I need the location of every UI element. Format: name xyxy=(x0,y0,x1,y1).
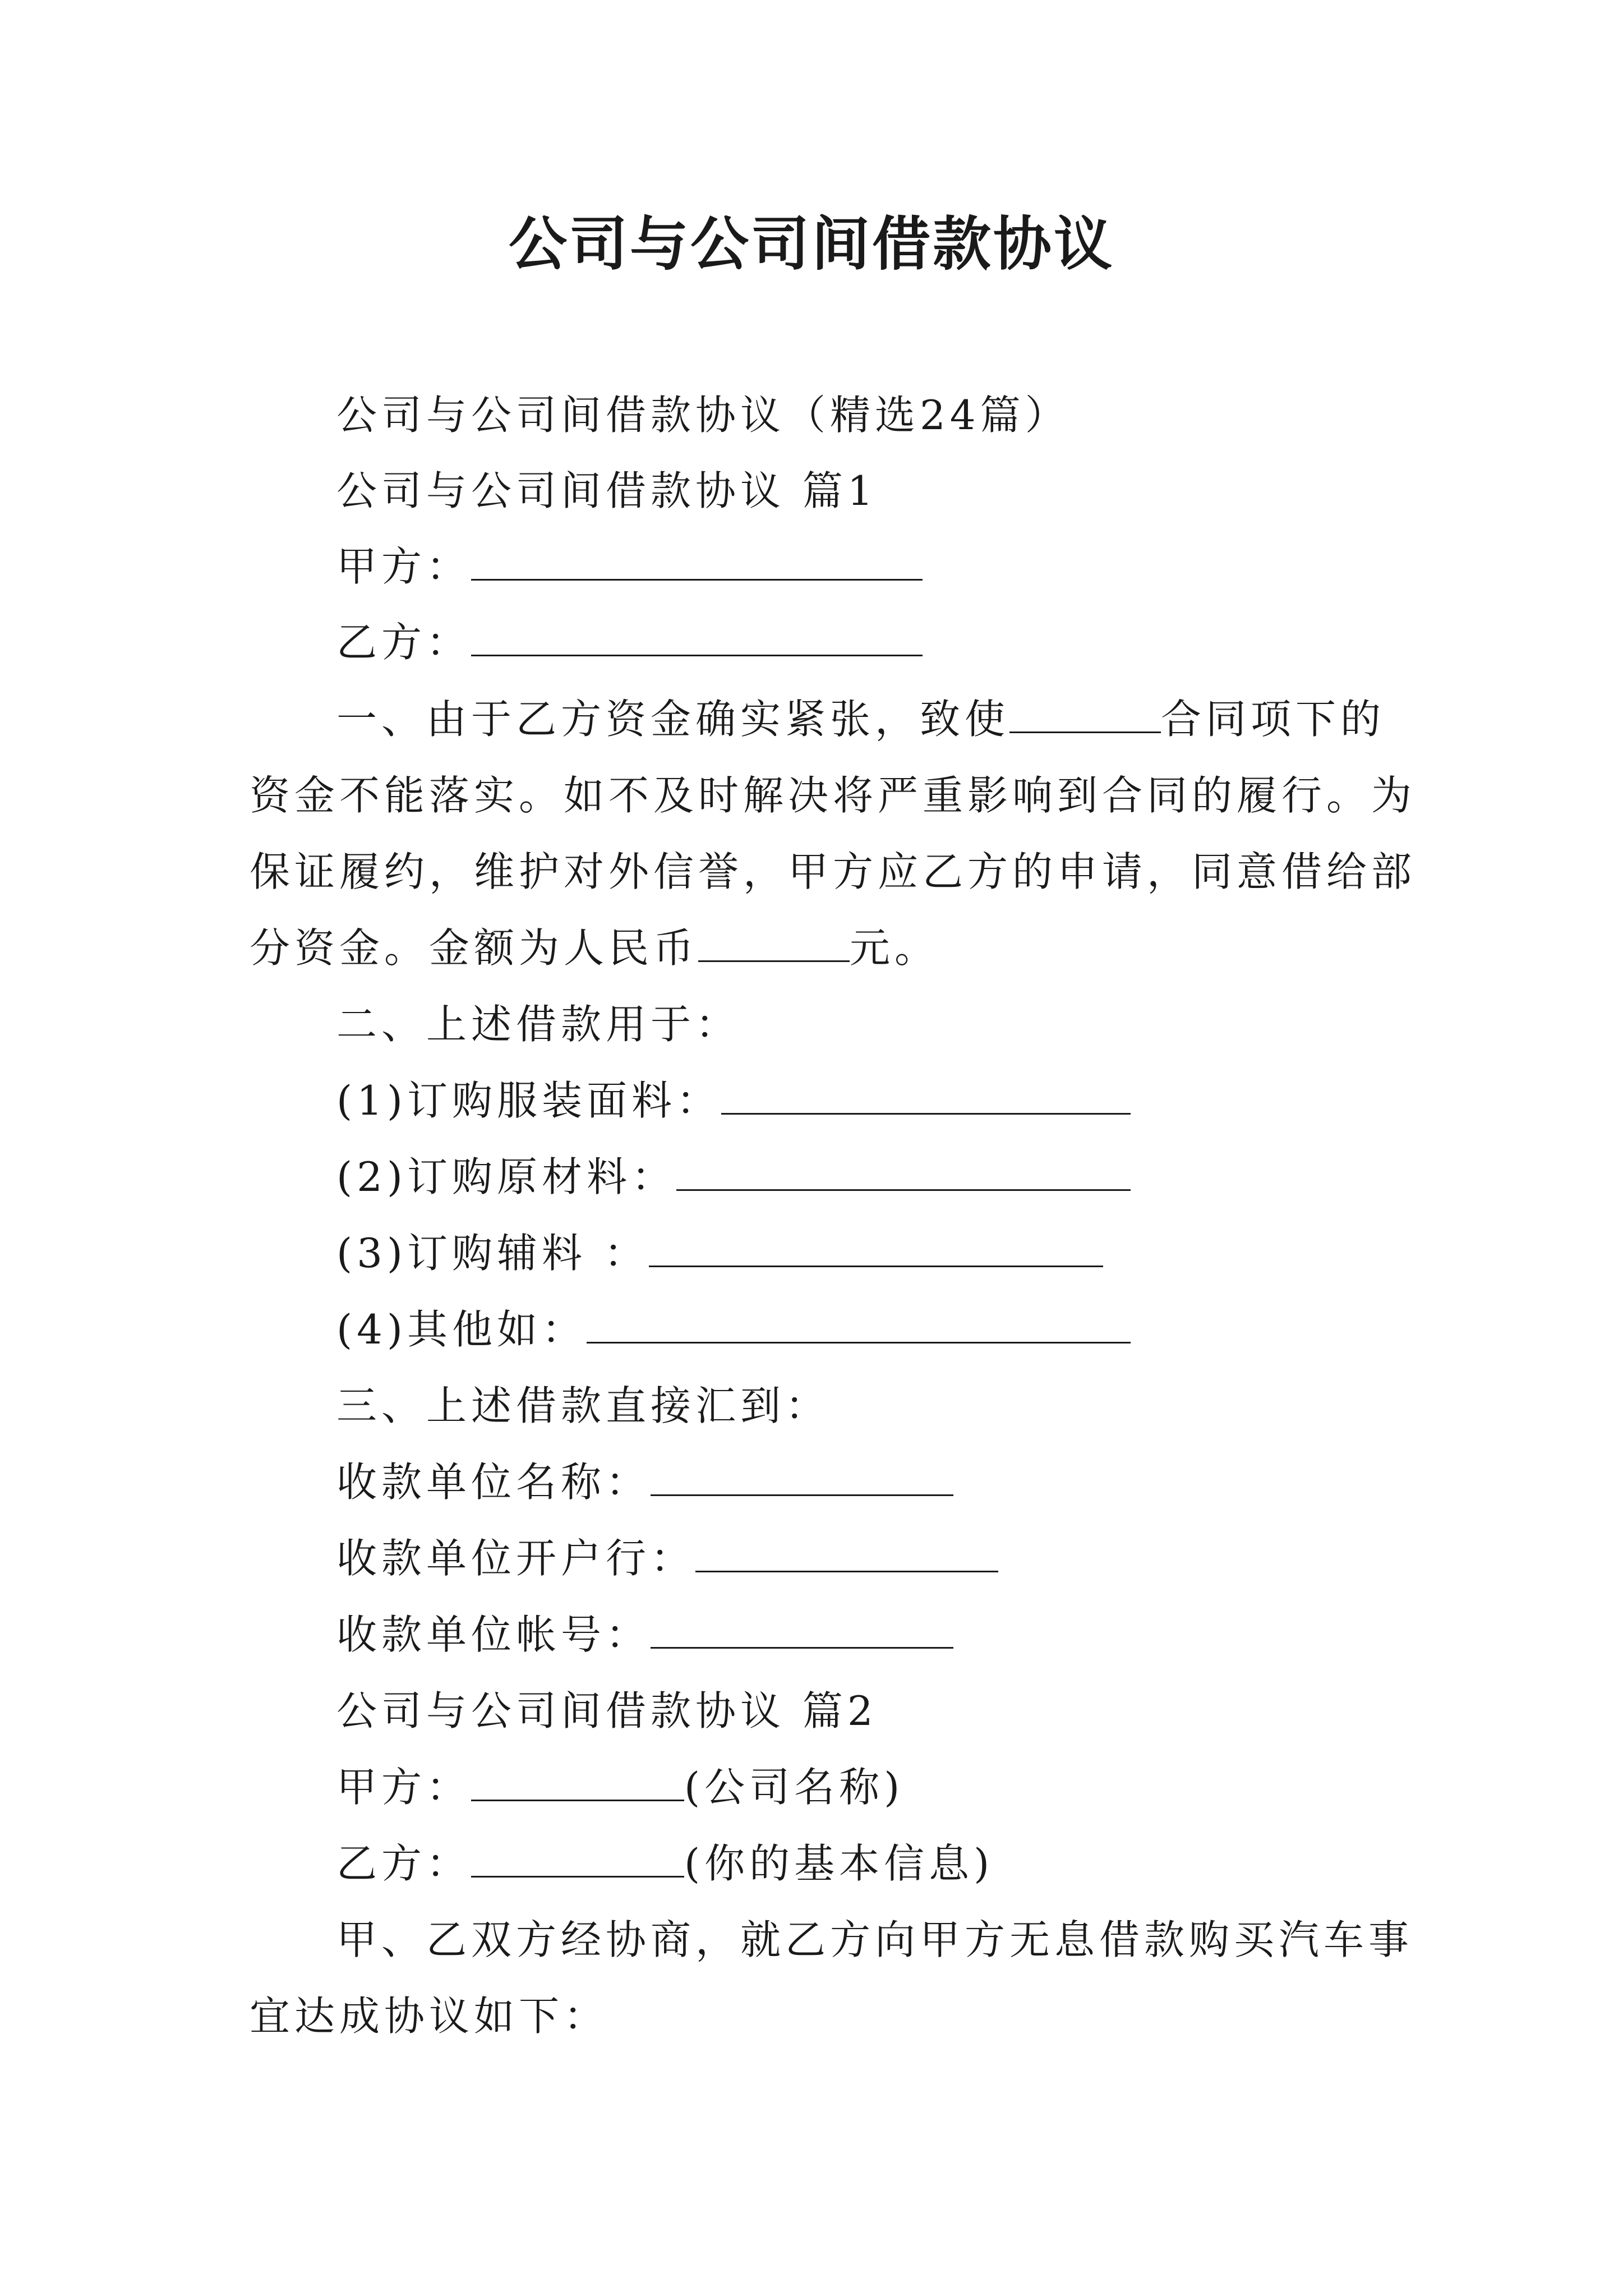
s2-party-a-note: (公司名称) xyxy=(684,1764,905,1811)
clause1-line4-text-b: 元。 xyxy=(850,924,940,972)
s2-party-b-line xyxy=(336,1835,994,1892)
clause1-line1 xyxy=(336,691,1385,747)
payee-name-label: 收款单位名称： xyxy=(336,1458,651,1506)
use3-line xyxy=(336,1225,1103,1281)
clause1-line2: 资金不能落实。如不及时解决将严重影响到合同的履行。为 xyxy=(250,772,1417,819)
clause1-line1-text-b: 合同项下的 xyxy=(1161,696,1386,743)
s2-party-a-label: 甲方： xyxy=(336,1764,472,1811)
s2-party-b-label: 乙方： xyxy=(336,1840,472,1887)
use1-blank xyxy=(721,1078,1131,1115)
use4-line xyxy=(336,1301,1131,1358)
use1-line xyxy=(336,1073,1131,1129)
section2-heading: 公司与公司间借款协议 篇2 xyxy=(336,1687,878,1734)
party-a-label: 甲方： xyxy=(336,543,472,590)
use2-blank xyxy=(676,1154,1131,1191)
payee-name-blank xyxy=(651,1460,953,1496)
party-b-line xyxy=(336,614,923,670)
party-b-blank xyxy=(471,620,923,656)
use2-line xyxy=(336,1149,1131,1205)
s2-intro-line1: 甲、乙双方经协商，就乙方向甲方无息借款购买汽车事 xyxy=(336,1916,1414,1963)
use1-label: (1)订购服装面料： xyxy=(336,1077,721,1124)
contract-blank xyxy=(1009,697,1161,733)
document-title: 公司与公司间借款协议 xyxy=(508,209,1114,278)
payee-account-label: 收款单位帐号： xyxy=(336,1611,651,1658)
use3-blank xyxy=(649,1231,1103,1267)
payee-bank-line xyxy=(336,1530,998,1586)
payee-bank-blank xyxy=(695,1536,998,1572)
s2-party-a-blank xyxy=(471,1765,684,1801)
party-a-blank xyxy=(471,544,923,581)
party-a-line xyxy=(336,539,923,595)
clause1-line4 xyxy=(250,920,939,976)
clause3-heading: 三、上述借款直接汇到： xyxy=(336,1382,831,1429)
payee-account-blank xyxy=(651,1612,953,1649)
use2-label: (2)订购原材料： xyxy=(336,1153,676,1200)
s2-party-b-note: (你的基本信息) xyxy=(684,1840,994,1887)
use4-label: (4)其他如： xyxy=(336,1306,587,1353)
amount-blank xyxy=(698,926,850,962)
use3-label: (3)订购辅料 ： xyxy=(336,1230,649,1277)
clause1-line4-text-a: 分资金。金额为人民币 xyxy=(250,924,699,972)
s2-party-a-line xyxy=(336,1759,904,1815)
use4-blank xyxy=(587,1307,1131,1343)
section1-heading: 公司与公司间借款协议 篇1 xyxy=(336,467,878,514)
clause1-line1-text-a: 一、由于乙方资金确实紧张，致使 xyxy=(336,696,1010,743)
payee-account-line xyxy=(336,1607,953,1663)
s2-party-b-blank xyxy=(471,1841,684,1878)
s2-intro-line2: 宜达成协议如下： xyxy=(250,1993,609,2040)
payee-bank-label: 收款单位开户行： xyxy=(336,1535,696,1582)
clause2-heading: 二、上述借款用于： xyxy=(336,1001,741,1048)
party-b-label: 乙方： xyxy=(336,619,472,666)
document-subtitle: 公司与公司间借款协议（精选24篇） xyxy=(336,392,1070,439)
payee-name-line xyxy=(336,1454,953,1510)
clause1-line3: 保证履约，维护对外信誉，甲方应乙方的申请，同意借给部 xyxy=(250,848,1417,895)
